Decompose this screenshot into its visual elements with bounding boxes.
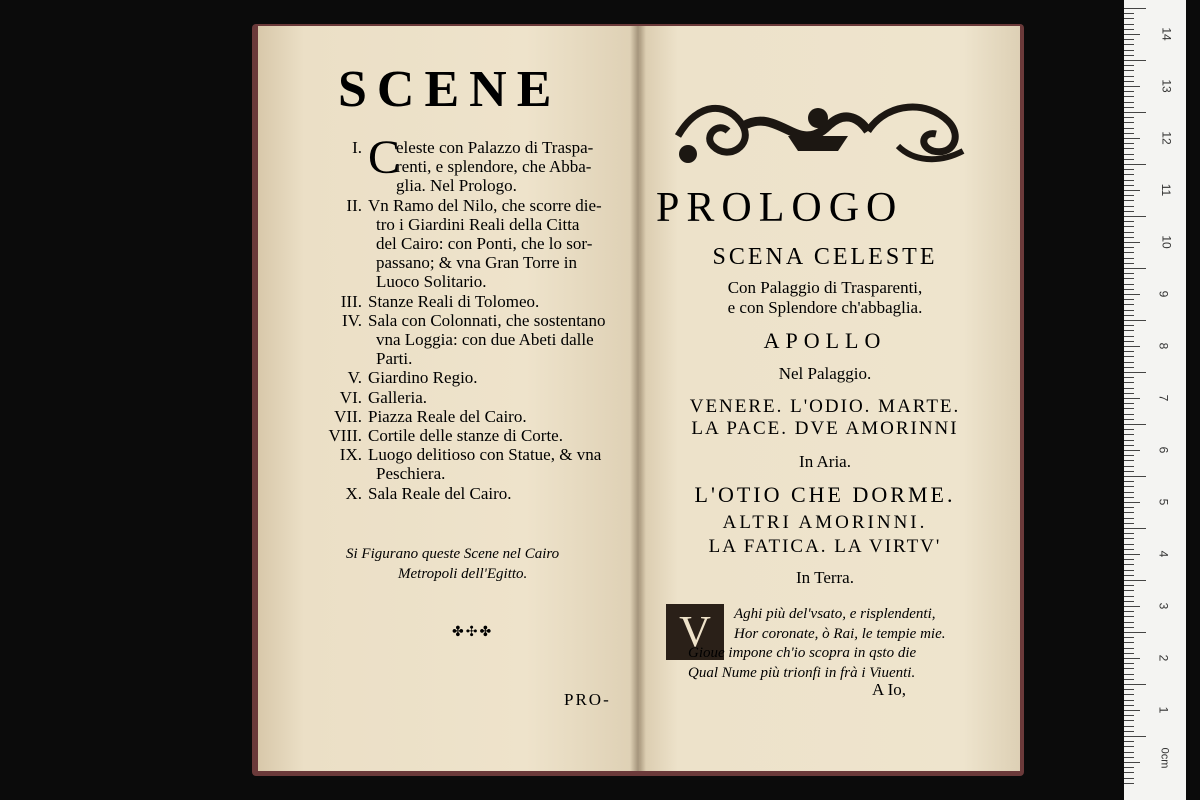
ruler-tick: [1124, 772, 1134, 773]
ruler-tick: [1124, 325, 1134, 326]
ruler-tick: [1124, 60, 1146, 61]
scene-line: Sala con Colonnati, che sostentano: [368, 310, 606, 330]
ruler-tick: [1124, 112, 1146, 113]
scene-line: renti, e splendore, che Abba-: [396, 157, 592, 177]
ruler-tick: [1124, 39, 1134, 40]
ruler-number: 7: [1156, 394, 1171, 402]
ruler-tick: [1124, 731, 1134, 732]
scene-number: VI.: [339, 387, 362, 407]
ruler-tick: [1124, 29, 1134, 30]
catchword: PRO-: [564, 690, 611, 709]
ruler-tick: [1124, 570, 1134, 571]
ruler-tick: [1124, 76, 1134, 77]
ruler-tick: [1124, 622, 1134, 623]
scene-line: vna Loggia: con due Abeti dalle: [376, 330, 594, 349]
ruler-tick: [1124, 50, 1134, 51]
ruler-tick: [1124, 564, 1134, 565]
scene-number: IV.: [342, 310, 362, 330]
ruler-tick: [1124, 611, 1134, 612]
ruler-tick: [1124, 403, 1134, 404]
ruler-tick: [1124, 585, 1134, 586]
scene-line: Cortile delle stanze di Corte.: [368, 426, 563, 445]
ruler-tick: [1124, 320, 1146, 321]
scene-note-line-1: Si Figurano queste Scene nel Cairo: [346, 546, 560, 562]
ruler-tick: [1124, 372, 1146, 373]
ruler-tick: [1124, 466, 1134, 467]
ruler-tick: [1124, 710, 1140, 711]
measuring-ruler: [1124, 0, 1186, 800]
scene-number: V.: [347, 368, 362, 388]
ruler-tick: [1124, 601, 1134, 602]
ruler-tick: [1124, 382, 1134, 383]
ruler-tick: [1124, 518, 1134, 519]
scene-line: Luoco Solitario.: [376, 272, 487, 292]
ruler-tick: [1124, 424, 1146, 425]
ruler-tick: [1124, 658, 1140, 659]
ruler-tick: [1124, 632, 1146, 633]
ruler-number: 5: [1156, 498, 1171, 506]
ruler-tick: [1124, 746, 1134, 747]
ruler-tick: [1124, 367, 1134, 368]
ruler-tick: [1124, 705, 1134, 706]
ruler-tick: [1124, 388, 1134, 389]
ruler-tick: [1124, 767, 1134, 768]
ruler-tick: [1124, 221, 1134, 222]
ruler-tick: [1124, 549, 1134, 550]
ruler-tick: [1124, 268, 1146, 269]
ruler-tick: [1124, 606, 1140, 607]
ruler-tick: [1124, 684, 1146, 685]
ruler-tick: [1124, 164, 1146, 165]
ruler-tick: [1124, 398, 1140, 399]
ruler-tick: [1124, 185, 1134, 186]
ruler-tick: [1124, 169, 1134, 170]
ruler-tick: [1124, 44, 1134, 45]
ruler-tick: [1124, 237, 1134, 238]
ruler-tick: [1124, 538, 1134, 539]
scene-line: Sala Reale del Cairo.: [368, 483, 512, 503]
signature-mark: A Io,: [872, 680, 906, 699]
drop-initial-c: C: [368, 131, 401, 184]
scene-number: III.: [340, 291, 362, 311]
ruler-number: 8: [1156, 342, 1171, 350]
ruler-tick: [1124, 377, 1134, 378]
ruler-tick: [1124, 8, 1146, 9]
ruler-tick: [1124, 273, 1134, 274]
ruler-tick: [1124, 726, 1134, 727]
ruler-number: 13: [1159, 79, 1174, 93]
ruler-tick: [1124, 497, 1134, 498]
ruler-tick: [1124, 668, 1134, 669]
ruler-tick: [1124, 757, 1134, 758]
ruler-tick: [1124, 232, 1134, 233]
ruler-tick: [1124, 736, 1146, 737]
prologue-title: PROLOGO: [656, 185, 904, 231]
scene-heading: SCENE: [338, 61, 562, 118]
ruler-tick: [1124, 616, 1134, 617]
ruler-tick: [1124, 24, 1134, 25]
ruler-number: 12: [1159, 131, 1174, 145]
ruler-tick: [1124, 122, 1134, 123]
ruler-tick: [1124, 445, 1134, 446]
ruler-number: 6: [1156, 446, 1171, 454]
ruler-tick: [1124, 310, 1134, 311]
ruler-tick: [1124, 648, 1134, 649]
ruler-tick: [1124, 523, 1134, 524]
ruler-tick: [1124, 200, 1134, 201]
ruler-number: 4: [1156, 550, 1171, 558]
ruler-tick: [1124, 663, 1134, 664]
ruler-tick: [1124, 294, 1140, 295]
scene-line: passano; & vna Gran Torre in: [376, 253, 578, 273]
ruler-number: 11: [1159, 183, 1174, 197]
scene-line: Stanze Reali di Tolomeo.: [368, 291, 540, 311]
verse-line: Qual Nume più trionfi in frà i Viuenti.: [688, 664, 916, 681]
book-gutter: [630, 26, 646, 771]
ruler-tick: [1124, 575, 1134, 576]
ruler-tick: [1124, 554, 1140, 555]
ruler-tick: [1124, 440, 1134, 441]
ruler-tick: [1124, 429, 1134, 430]
ruler-tick: [1124, 117, 1134, 118]
verse-line: Hor coronate, ò Rai, le tempie mie.: [734, 625, 946, 642]
ruler-tick: [1124, 55, 1134, 56]
ruler-tick: [1124, 720, 1134, 721]
ruler-tick: [1124, 700, 1134, 701]
ruler-tick: [1124, 512, 1134, 513]
ruler-unit-label: 0cm: [1158, 747, 1171, 769]
ruler-tick: [1124, 91, 1134, 92]
scene-number: IX.: [339, 445, 362, 465]
ruler-tick: [1124, 689, 1134, 690]
ruler-tick: [1124, 258, 1134, 259]
scene-line: Piazza Reale del Cairo.: [368, 406, 527, 426]
characters-fatica: LA FATICA. LA VIRTV': [708, 536, 942, 557]
ruler-tick: [1124, 419, 1134, 420]
ruler-tick: [1124, 694, 1134, 695]
ruler-tick: [1124, 174, 1134, 175]
ruler-tick: [1124, 460, 1134, 461]
scene-line: del Cairo: con Ponti, che lo sor-: [376, 234, 593, 253]
scene-number: VII.: [334, 406, 362, 426]
ruler-tick: [1124, 133, 1134, 134]
small-ornament: ✤✣✤: [452, 625, 494, 640]
ruler-tick: [1124, 642, 1134, 643]
scene-number: VIII.: [328, 426, 362, 445]
ruler-tick: [1124, 102, 1134, 103]
stage-direction-palaggio: Nel Palaggio.: [778, 364, 872, 383]
ruler-tick: [1124, 528, 1146, 529]
ruler-tick: [1124, 211, 1134, 212]
ruler-number: 2: [1156, 654, 1171, 662]
scene-line: Parti.: [376, 349, 413, 369]
ruler-tick: [1124, 486, 1134, 487]
ruler-tick: [1124, 289, 1134, 290]
woodcut-ornament: [668, 96, 974, 168]
character-apollo: APOLLO: [763, 328, 887, 353]
ruler-tick: [1124, 148, 1134, 149]
ruler-tick: [1124, 336, 1134, 337]
ruler-tick: [1124, 86, 1140, 87]
ruler-tick: [1124, 299, 1134, 300]
stage-direction-aria: In Aria.: [799, 452, 851, 471]
ruler-tick: [1124, 533, 1134, 534]
ruler-tick: [1124, 674, 1134, 675]
ruler-tick: [1124, 476, 1146, 477]
scene-line: Vn Ramo del Nilo, che scorre die-: [368, 195, 602, 215]
ruler-tick: [1124, 195, 1134, 196]
scene-celeste: SCENA CELESTE: [712, 244, 938, 270]
stage-direction-terra: In Terra.: [796, 568, 854, 587]
ruler-tick: [1124, 653, 1134, 654]
scene-note-line-2: Metropoli dell'Egitto.: [398, 566, 528, 582]
ruler-tick: [1124, 304, 1134, 305]
characters-pace: LA PACE. DVE AMORINNI: [691, 418, 959, 439]
ruler-tick: [1124, 679, 1134, 680]
ruler-tick: [1124, 96, 1134, 97]
ruler-tick: [1124, 502, 1140, 503]
ruler-tick: [1124, 226, 1134, 227]
ruler-tick: [1124, 393, 1134, 394]
scene-line: tro i Giardini Reali della Citta: [376, 214, 580, 234]
scene-line: Giardino Regio.: [368, 368, 478, 388]
ruler-tick: [1124, 580, 1146, 581]
ruler-tick: [1124, 346, 1140, 347]
ruler-tick: [1124, 180, 1134, 181]
ruler-tick: [1124, 471, 1134, 472]
ruler-tick: [1124, 481, 1134, 482]
ruler-tick: [1124, 362, 1134, 363]
scene-number: I.: [352, 138, 362, 157]
ruler-tick: [1124, 70, 1134, 71]
ruler-tick: [1124, 263, 1134, 264]
ruler-tick: [1124, 434, 1134, 435]
ruler-number: 9: [1156, 290, 1171, 298]
subtitle-line-2: e con Splendore ch'abbaglia.: [727, 298, 923, 317]
ornamental-initial-v: V: [666, 604, 724, 660]
ruler-number: 10: [1159, 235, 1174, 249]
ruler-tick: [1124, 206, 1134, 207]
ruler-tick: [1124, 408, 1134, 409]
ruler-tick: [1124, 128, 1134, 129]
ruler-tick: [1124, 284, 1134, 285]
scene-number: II.: [346, 195, 362, 215]
scene-line: eleste con Palazzo di Traspa-: [396, 138, 594, 157]
characters-altri: ALTRI AMORINNI.: [722, 512, 928, 533]
ruler-tick: [1124, 138, 1140, 139]
ruler-tick: [1124, 34, 1140, 35]
verse-line: Gioue impone ch'io scopra in qsto die: [688, 645, 917, 661]
ruler-tick: [1124, 143, 1134, 144]
ruler-tick: [1124, 455, 1134, 456]
characters-otio: L'OTIO CHE DORME.: [694, 482, 956, 507]
ruler-tick: [1124, 414, 1134, 415]
scene-line: Peschiera.: [376, 464, 446, 484]
ruler-tick: [1124, 247, 1134, 248]
ruler-tick: [1124, 762, 1140, 763]
subtitle-line-1: Con Palaggio di Trasparenti,: [727, 278, 923, 297]
scene-number: X.: [345, 483, 362, 503]
scene-line: Luogo delitioso con Statue, & vna: [368, 445, 602, 465]
ruler-tick: [1124, 778, 1134, 779]
ruler-tick: [1124, 159, 1134, 160]
scene-line: glia. Nel Prologo.: [396, 176, 517, 196]
ruler-tick: [1124, 752, 1134, 753]
scene-line: Galleria.: [368, 387, 427, 407]
ruler-tick: [1124, 783, 1134, 784]
ruler-number: 14: [1159, 27, 1174, 41]
ruler-tick: [1124, 450, 1140, 451]
ruler-tick: [1124, 507, 1134, 508]
ruler-tick: [1124, 65, 1134, 66]
ruler-tick: [1124, 715, 1134, 716]
ruler-tick: [1124, 278, 1134, 279]
ruler-tick: [1124, 13, 1134, 14]
ruler-tick: [1124, 242, 1140, 243]
ruler-tick: [1124, 492, 1134, 493]
ruler-number: 1: [1156, 706, 1171, 714]
verse-line: Aghi più del'vsato, e risplendenti,: [734, 606, 936, 622]
ruler-tick: [1124, 559, 1134, 560]
characters-venere: VENERE. L'ODIO. MARTE.: [689, 396, 961, 417]
ruler-tick: [1124, 356, 1134, 357]
ruler-tick: [1124, 315, 1134, 316]
ruler-tick: [1124, 741, 1134, 742]
ruler-tick: [1124, 154, 1134, 155]
ruler-tick: [1124, 544, 1134, 545]
ruler-tick: [1124, 190, 1140, 191]
ruler-tick: [1124, 590, 1134, 591]
ruler-tick: [1124, 252, 1134, 253]
ruler-tick: [1124, 81, 1134, 82]
ruler-tick: [1124, 596, 1134, 597]
ruler-tick: [1124, 341, 1134, 342]
ruler-tick: [1124, 18, 1134, 19]
ruler-tick: [1124, 330, 1134, 331]
ruler-tick: [1124, 627, 1134, 628]
ruler-tick: [1124, 107, 1134, 108]
ruler-tick: [1124, 637, 1134, 638]
ruler-tick: [1124, 216, 1146, 217]
ruler-tick: [1124, 351, 1134, 352]
ruler-number: 3: [1156, 602, 1171, 610]
